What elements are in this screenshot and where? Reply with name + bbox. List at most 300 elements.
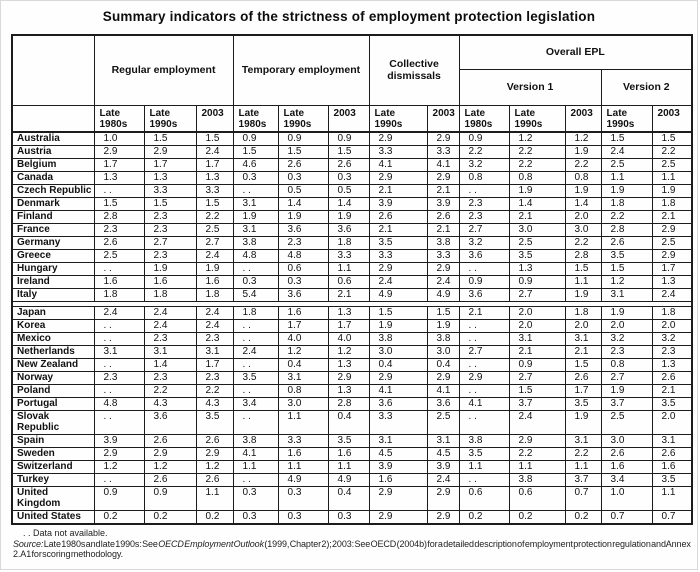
value-cell: 2.3: [144, 249, 196, 262]
value-cell: 1.9: [328, 210, 369, 223]
value-cell: 3.5: [509, 249, 565, 262]
country-cell: Ireland: [12, 275, 94, 288]
footnote-not-available: . . Data not available.: [23, 527, 108, 538]
value-cell: 2.4: [509, 410, 565, 434]
value-cell: 1.9: [565, 145, 601, 158]
table-row: [12, 158, 692, 171]
period-header-empty: [12, 105, 94, 132]
period-header: 2003: [196, 105, 233, 132]
value-cell: 3.3: [369, 249, 427, 262]
value-cell: 2.9: [94, 145, 144, 158]
value-cell: 3.8: [427, 332, 459, 345]
value-cell: 1.6: [652, 460, 692, 473]
country-cell: Mexico: [12, 332, 94, 345]
value-cell: 1.5: [144, 197, 196, 210]
country-header-cell: [12, 35, 94, 105]
value-cell: 0.2: [459, 510, 509, 524]
value-cell: 2.0: [509, 306, 565, 319]
country-cell: Korea: [12, 319, 94, 332]
value-cell: 1.8: [565, 306, 601, 319]
value-cell: 3.8: [369, 332, 427, 345]
value-cell: . .: [233, 410, 278, 434]
value-cell: 1.2: [509, 132, 565, 146]
value-cell: 3.3: [144, 184, 196, 197]
country-cell: Greece: [12, 249, 94, 262]
value-cell: 2.6: [196, 434, 233, 447]
value-cell: 2.4: [601, 145, 652, 158]
value-cell: 2.6: [427, 210, 459, 223]
value-cell: 2.2: [144, 384, 196, 397]
value-cell: 4.1: [427, 384, 459, 397]
value-cell: 2.4: [144, 306, 196, 319]
value-cell: 3.5: [328, 434, 369, 447]
value-cell: 2.9: [369, 132, 427, 146]
group-overall-epl: Overall EPL: [459, 35, 692, 69]
value-cell: 2.2: [601, 210, 652, 223]
value-cell: 2.4: [233, 345, 278, 358]
value-cell: 1.1: [652, 171, 692, 184]
value-cell: 0.9: [233, 132, 278, 146]
value-cell: 0.4: [328, 410, 369, 434]
value-cell: 1.6: [328, 447, 369, 460]
value-cell: 1.9: [565, 410, 601, 434]
value-cell: 1.5: [369, 306, 427, 319]
value-cell: . .: [233, 358, 278, 371]
country-cell: Norway: [12, 371, 94, 384]
value-cell: 0.3: [328, 171, 369, 184]
value-cell: 0.7: [601, 510, 652, 524]
value-cell: 1.3: [196, 171, 233, 184]
period-header: Late 1990s: [278, 105, 328, 132]
value-cell: 0.8: [459, 171, 509, 184]
value-cell: 2.1: [652, 210, 692, 223]
value-cell: 2.4: [144, 319, 196, 332]
value-cell: 3.0: [427, 345, 459, 358]
value-cell: . .: [459, 358, 509, 371]
table-row: [12, 410, 692, 434]
value-cell: 2.5: [601, 410, 652, 434]
value-cell: 3.7: [601, 397, 652, 410]
value-cell: 0.9: [459, 275, 509, 288]
table-row: [12, 249, 692, 262]
value-cell: 2.3: [144, 223, 196, 236]
country-cell: Austria: [12, 145, 94, 158]
value-cell: 1.2: [601, 275, 652, 288]
value-cell: 2.5: [652, 158, 692, 171]
value-cell: 1.4: [565, 197, 601, 210]
value-cell: 2.1: [427, 223, 459, 236]
value-cell: 2.9: [144, 145, 196, 158]
country-cell: Italy: [12, 288, 94, 301]
value-cell: 3.9: [369, 460, 427, 473]
value-cell: 0.2: [94, 510, 144, 524]
period-header: Late 1990s: [509, 105, 565, 132]
value-cell: 0.2: [509, 510, 565, 524]
table-row: [12, 397, 692, 410]
value-cell: 2.8: [94, 210, 144, 223]
country-cell: Turkey: [12, 473, 94, 486]
value-cell: 3.8: [459, 434, 509, 447]
value-cell: 4.8: [94, 397, 144, 410]
country-cell: United Kingdom: [12, 486, 94, 510]
value-cell: 3.7: [509, 397, 565, 410]
value-cell: 1.9: [565, 288, 601, 301]
value-cell: 3.1: [196, 345, 233, 358]
value-cell: 3.1: [509, 332, 565, 345]
value-cell: 3.8: [509, 473, 565, 486]
value-cell: 4.5: [427, 447, 459, 460]
value-cell: 2.9: [509, 434, 565, 447]
value-cell: 2.4: [369, 275, 427, 288]
value-cell: 2.3: [459, 197, 509, 210]
value-cell: 0.2: [196, 510, 233, 524]
value-cell: 0.7: [652, 510, 692, 524]
value-cell: 1.5: [328, 145, 369, 158]
value-cell: 2.4: [196, 319, 233, 332]
value-cell: 1.1: [278, 410, 328, 434]
value-cell: 0.3: [233, 510, 278, 524]
value-cell: 1.2: [196, 460, 233, 473]
country-cell: Switzerland: [12, 460, 94, 473]
value-cell: 0.9: [459, 132, 509, 146]
value-cell: 3.6: [278, 223, 328, 236]
value-cell: 1.2: [94, 460, 144, 473]
value-cell: 3.1: [427, 434, 459, 447]
value-cell: 3.6: [459, 249, 509, 262]
value-cell: 1.9: [601, 384, 652, 397]
value-cell: . .: [94, 384, 144, 397]
table-row: [12, 288, 692, 301]
value-cell: 1.8: [652, 197, 692, 210]
value-cell: 3.8: [233, 434, 278, 447]
country-cell: Slovak Republic: [12, 410, 94, 434]
table-row: [12, 145, 692, 158]
table-row: [12, 345, 692, 358]
value-cell: 4.1: [459, 397, 509, 410]
value-cell: 3.5: [601, 249, 652, 262]
value-cell: 2.2: [509, 158, 565, 171]
table-row: [12, 275, 692, 288]
value-cell: 0.3: [233, 275, 278, 288]
value-cell: 2.3: [94, 223, 144, 236]
value-cell: 0.8: [565, 171, 601, 184]
value-cell: 3.5: [565, 397, 601, 410]
value-cell: . .: [459, 473, 509, 486]
value-cell: 2.3: [278, 236, 328, 249]
table-row: [12, 447, 692, 460]
value-cell: 4.9: [427, 288, 459, 301]
table-row: [12, 358, 692, 371]
group-version-2: Version 2: [601, 69, 692, 105]
value-cell: 2.0: [565, 319, 601, 332]
value-cell: 0.6: [328, 275, 369, 288]
value-cell: 3.1: [144, 345, 196, 358]
value-cell: 5.4: [233, 288, 278, 301]
period-header: 2003: [427, 105, 459, 132]
value-cell: 1.2: [278, 345, 328, 358]
value-cell: 0.5: [278, 184, 328, 197]
value-cell: 2.4: [196, 145, 233, 158]
value-cell: 2.5: [94, 249, 144, 262]
value-cell: 0.6: [459, 486, 509, 510]
value-cell: 2.9: [369, 262, 427, 275]
value-cell: 1.3: [328, 306, 369, 319]
table-row: [12, 384, 692, 397]
value-cell: 3.3: [427, 249, 459, 262]
value-cell: 0.8: [509, 171, 565, 184]
value-cell: 3.0: [278, 397, 328, 410]
value-cell: . .: [94, 358, 144, 371]
value-cell: 3.1: [233, 223, 278, 236]
value-cell: 2.2: [565, 447, 601, 460]
value-cell: 2.4: [427, 473, 459, 486]
value-cell: 3.6: [144, 410, 196, 434]
table-row: [12, 332, 692, 345]
value-cell: 3.3: [369, 410, 427, 434]
value-cell: 1.8: [652, 306, 692, 319]
value-cell: 3.5: [233, 371, 278, 384]
value-cell: . .: [94, 473, 144, 486]
value-cell: 3.6: [459, 288, 509, 301]
value-cell: 1.5: [509, 384, 565, 397]
value-cell: 3.5: [652, 473, 692, 486]
value-cell: 2.6: [144, 434, 196, 447]
country-cell: Japan: [12, 306, 94, 319]
country-cell: Portugal: [12, 397, 94, 410]
table-row: [12, 486, 692, 510]
value-cell: 2.5: [509, 236, 565, 249]
value-cell: 1.9: [427, 319, 459, 332]
value-cell: 1.4: [328, 197, 369, 210]
value-cell: 2.2: [509, 145, 565, 158]
value-cell: 1.6: [196, 275, 233, 288]
value-cell: 3.5: [196, 410, 233, 434]
value-cell: 4.6: [233, 158, 278, 171]
value-cell: 1.5: [565, 358, 601, 371]
value-cell: 0.7: [565, 486, 601, 510]
value-cell: 3.4: [233, 397, 278, 410]
value-cell: 1.6: [278, 306, 328, 319]
value-cell: . .: [233, 384, 278, 397]
value-cell: 2.3: [196, 371, 233, 384]
value-cell: 3.5: [369, 236, 427, 249]
value-cell: 2.3: [601, 345, 652, 358]
value-cell: 1.5: [601, 262, 652, 275]
value-cell: 2.5: [601, 158, 652, 171]
value-cell: 2.1: [459, 306, 509, 319]
value-cell: 0.9: [144, 486, 196, 510]
value-cell: 0.4: [369, 358, 427, 371]
value-cell: 1.7: [328, 319, 369, 332]
value-cell: 2.5: [196, 223, 233, 236]
value-cell: 1.4: [144, 358, 196, 371]
value-cell: 1.5: [233, 145, 278, 158]
period-header: Late 1990s: [369, 105, 427, 132]
value-cell: . .: [233, 473, 278, 486]
value-cell: . .: [94, 184, 144, 197]
value-cell: 2.9: [144, 447, 196, 460]
table-row: [12, 184, 692, 197]
value-cell: 2.3: [459, 210, 509, 223]
value-cell: 1.6: [144, 275, 196, 288]
value-cell: 3.9: [94, 434, 144, 447]
country-cell: Sweden: [12, 447, 94, 460]
value-cell: 2.3: [144, 332, 196, 345]
value-cell: 2.0: [565, 210, 601, 223]
footnote-source: [13, 539, 697, 559]
value-cell: 2.2: [196, 384, 233, 397]
period-header: 2003: [565, 105, 601, 132]
value-cell: 0.2: [144, 510, 196, 524]
value-cell: . .: [94, 319, 144, 332]
value-cell: 2.9: [427, 171, 459, 184]
value-cell: 0.6: [509, 486, 565, 510]
value-cell: 2.5: [652, 236, 692, 249]
value-cell: 1.2: [328, 345, 369, 358]
table-row: [12, 473, 692, 486]
value-cell: 3.1: [601, 288, 652, 301]
value-cell: 1.5: [601, 132, 652, 146]
period-header: Late 1990s: [144, 105, 196, 132]
value-cell: 2.4: [94, 306, 144, 319]
value-cell: 3.6: [328, 223, 369, 236]
table-row: [12, 223, 692, 236]
value-cell: 0.6: [278, 262, 328, 275]
value-cell: 1.4: [278, 197, 328, 210]
value-cell: 2.9: [652, 249, 692, 262]
value-cell: 3.1: [565, 332, 601, 345]
value-cell: 3.6: [369, 397, 427, 410]
value-cell: 0.3: [278, 486, 328, 510]
value-cell: 0.9: [94, 486, 144, 510]
value-cell: 3.3: [328, 249, 369, 262]
value-cell: 0.8: [278, 384, 328, 397]
value-cell: 2.6: [328, 158, 369, 171]
value-cell: . .: [94, 410, 144, 434]
value-cell: 1.8: [233, 306, 278, 319]
value-cell: 3.2: [459, 158, 509, 171]
value-cell: 2.2: [565, 236, 601, 249]
value-cell: 2.3: [144, 210, 196, 223]
value-cell: 2.9: [369, 171, 427, 184]
value-cell: 2.0: [601, 319, 652, 332]
value-cell: 0.3: [328, 510, 369, 524]
value-cell: 2.1: [652, 384, 692, 397]
value-cell: 0.4: [278, 358, 328, 371]
value-cell: 1.9: [278, 210, 328, 223]
country-cell: Netherlands: [12, 345, 94, 358]
value-cell: 2.1: [509, 345, 565, 358]
value-cell: . .: [459, 262, 509, 275]
value-cell: 1.9: [369, 319, 427, 332]
group-collective-dismissals: Collective dismissals: [369, 35, 459, 105]
value-cell: 1.1: [278, 460, 328, 473]
value-cell: 4.9: [278, 473, 328, 486]
value-cell: 2.4: [196, 249, 233, 262]
source-text-post: (1999, Chapter 2); 2003: See OECD (2004b) for a detailed description of employment protection regulation and Annex 2.A1 for scoring methodology.: [13, 538, 691, 559]
value-cell: 3.3: [369, 145, 427, 158]
value-cell: 2.6: [565, 371, 601, 384]
value-cell: 4.1: [233, 447, 278, 460]
table-row: [12, 460, 692, 473]
value-cell: 2.1: [509, 210, 565, 223]
value-cell: 4.8: [233, 249, 278, 262]
value-cell: 2.6: [601, 447, 652, 460]
country-cell: France: [12, 223, 94, 236]
table-body: [12, 132, 692, 524]
value-cell: 2.9: [427, 262, 459, 275]
period-header: Late 1980s: [459, 105, 509, 132]
value-cell: 1.7: [196, 358, 233, 371]
value-cell: 4.1: [427, 158, 459, 171]
value-cell: 2.9: [427, 371, 459, 384]
country-cell: Belgium: [12, 158, 94, 171]
table-row: [12, 371, 692, 384]
value-cell: 1.3: [94, 171, 144, 184]
value-cell: 1.9: [144, 262, 196, 275]
source-publication-title: OECD Employment Outlook: [158, 538, 264, 549]
value-cell: . .: [233, 332, 278, 345]
value-cell: 0.9: [509, 358, 565, 371]
country-cell: Canada: [12, 171, 94, 184]
value-cell: 1.5: [144, 132, 196, 146]
value-cell: 2.7: [509, 371, 565, 384]
value-cell: 3.8: [427, 236, 459, 249]
value-cell: 1.6: [601, 460, 652, 473]
value-cell: 2.6: [196, 473, 233, 486]
value-cell: 0.4: [427, 358, 459, 371]
value-cell: 1.2: [565, 132, 601, 146]
value-cell: 0.5: [328, 184, 369, 197]
value-cell: 2.8: [328, 397, 369, 410]
value-cell: 1.3: [328, 384, 369, 397]
value-cell: 0.3: [233, 486, 278, 510]
value-cell: 3.9: [427, 197, 459, 210]
value-cell: 3.0: [565, 223, 601, 236]
value-cell: 3.1: [94, 345, 144, 358]
value-cell: 1.9: [196, 262, 233, 275]
value-cell: 1.3: [144, 171, 196, 184]
value-cell: 1.1: [565, 275, 601, 288]
value-cell: 4.9: [369, 288, 427, 301]
value-cell: 2.5: [427, 410, 459, 434]
value-cell: 2.7: [509, 288, 565, 301]
country-cell: Spain: [12, 434, 94, 447]
value-cell: 2.2: [509, 447, 565, 460]
table-row: [12, 210, 692, 223]
value-cell: 1.7: [144, 158, 196, 171]
period-header: Late 1990s: [601, 105, 652, 132]
value-cell: 0.9: [278, 132, 328, 146]
value-cell: 1.8: [144, 288, 196, 301]
value-cell: 3.1: [369, 434, 427, 447]
source-text-pre: Late 1980s and late 1990s: See: [43, 538, 159, 549]
value-cell: 3.7: [565, 473, 601, 486]
value-cell: 1.4: [509, 197, 565, 210]
value-cell: 1.8: [328, 236, 369, 249]
value-cell: 1.1: [565, 460, 601, 473]
country-cell: Denmark: [12, 197, 94, 210]
value-cell: 1.5: [196, 132, 233, 146]
value-cell: 2.0: [652, 319, 692, 332]
value-cell: 2.7: [459, 223, 509, 236]
value-cell: 0.8: [601, 358, 652, 371]
value-cell: 3.0: [509, 223, 565, 236]
value-cell: 2.9: [652, 223, 692, 236]
value-cell: 2.7: [601, 371, 652, 384]
value-cell: 0.3: [278, 275, 328, 288]
value-cell: . .: [459, 410, 509, 434]
